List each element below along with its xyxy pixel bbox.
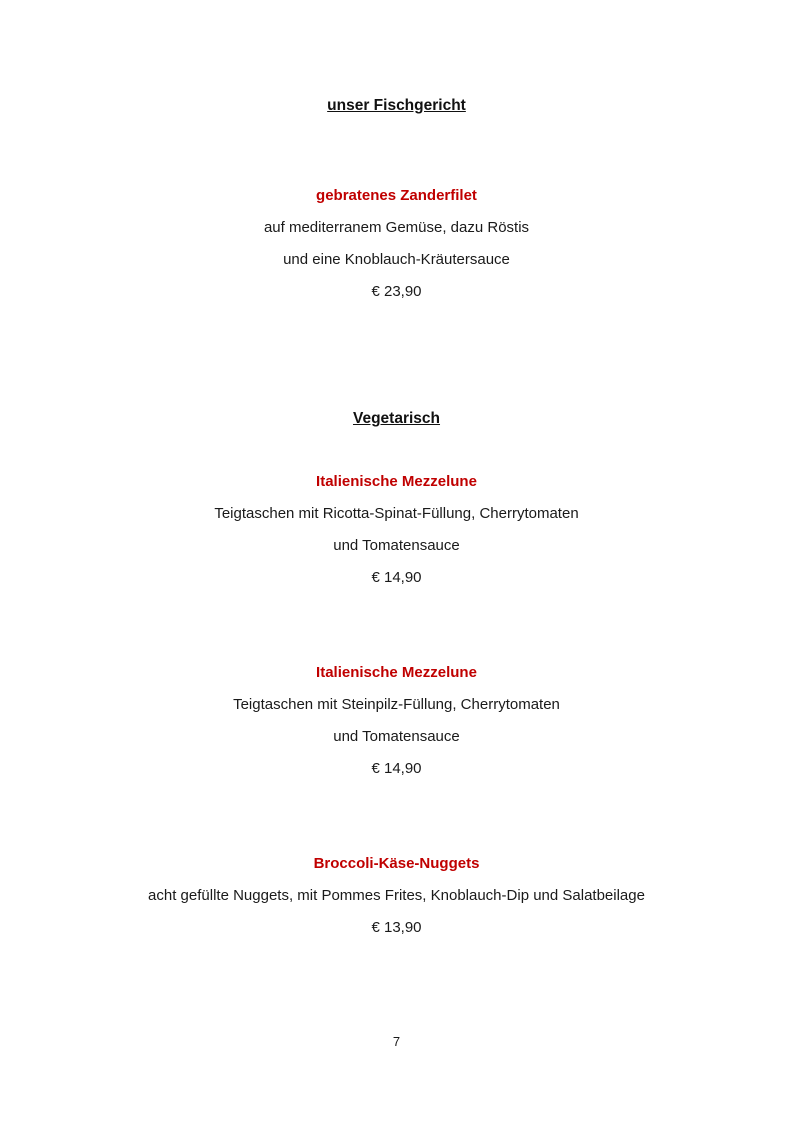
section-heading-fish: unser Fischgericht [327,97,466,114]
dish-description-line: acht gefüllte Nuggets, mit Pommes Frites, Knoblauch-Dip und Salatbeilage [148,887,645,904]
dish-title-mezzelune-ricotta: Italienische Mezzelune [316,473,477,490]
dish-description-line: auf mediterranem Gemüse, dazu Röstis [263,219,530,236]
page-number: 7 [392,1034,401,1049]
dish-title-broccoli-nuggets: Broccoli-Käse-Nuggets [313,855,480,872]
dish-description-line: Teigtaschen mit Ricotta-Spinat-Füllung, Cherrytomaten [214,505,579,522]
dish-description-line: Teigtaschen mit Steinpilz-Füllung, Cherrytomaten [233,696,560,713]
dish-title-mezzelune-steinpilz: Italienische Mezzelune [316,664,477,681]
dish-description-line: und eine Knoblauch-Kräutersauce [283,251,510,268]
dish-price: € 14,90 [371,569,422,586]
dish-title-zanderfilet: gebratenes Zanderfilet [316,187,477,204]
dish-price: € 14,90 [371,760,422,777]
dish-description-line: und Tomatensauce [333,728,460,745]
dish-description-line: und Tomatensauce [333,537,460,554]
dish-price: € 23,90 [371,283,422,300]
section-heading-vegetarian: Vegetarisch [352,410,441,427]
dish-price: € 13,90 [371,919,422,936]
